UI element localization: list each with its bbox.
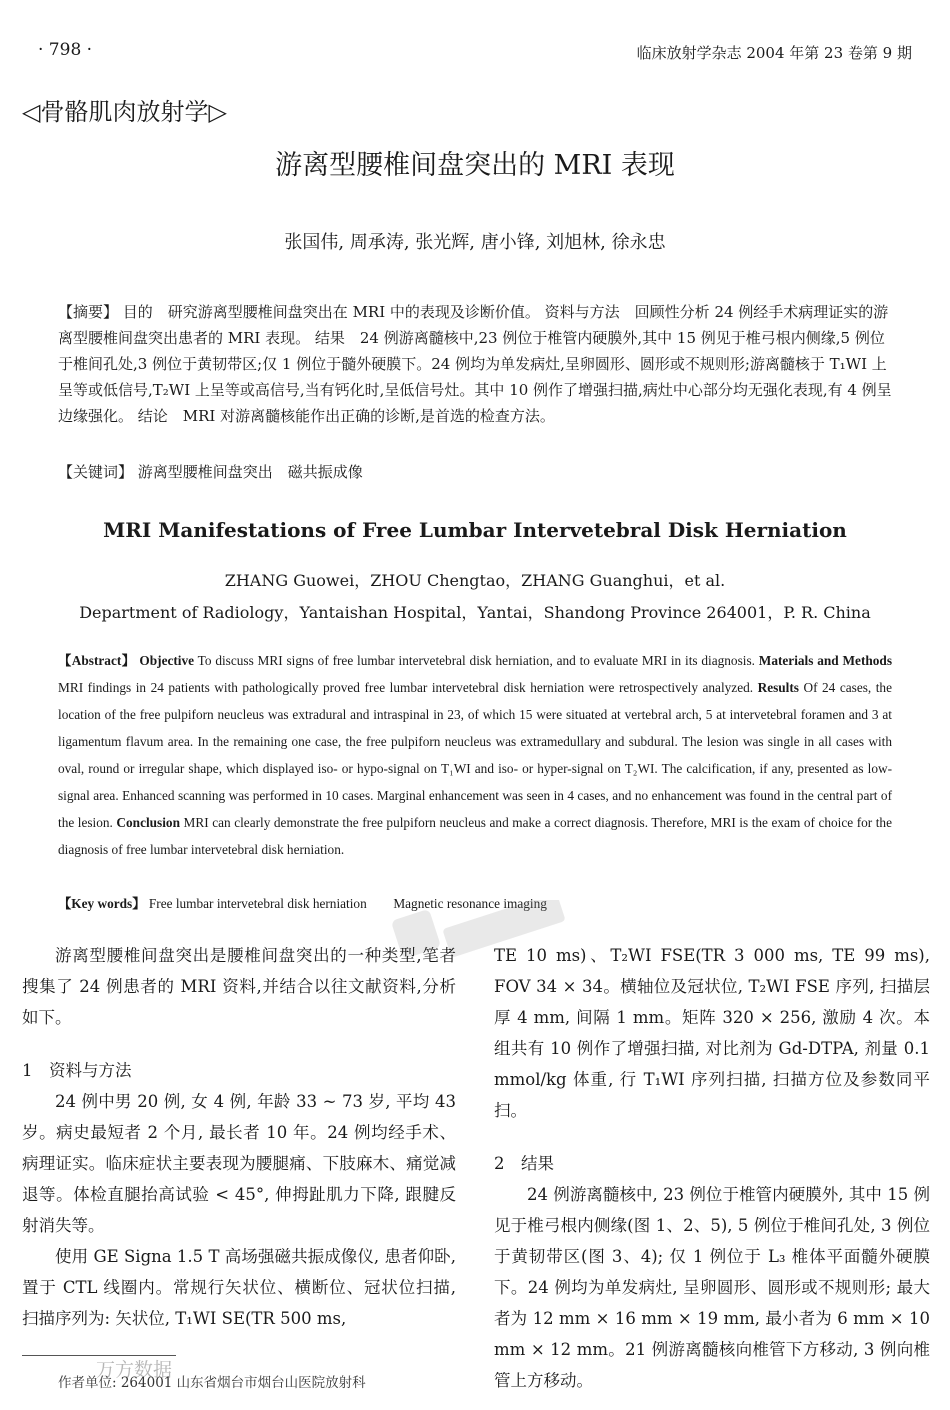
intro-paragraph: 游离型腰椎间盘突出是腰椎间盘突出的一种类型,笔者搜集了 24 例患者的 MRI 资料,并结合以往文献资料,分析如下。 — [22, 946, 456, 1027]
section-label: ◁骨骼肌肉放射学▷ — [22, 98, 227, 126]
methods-paragraph-continued: TE 10 ms)、T₂WI FSE(TR 3 000 ms, TE 99 ms), FOV 34 × 34。横轴位及冠状位, T₂WI FSE 序列, 扫描层厚 4 mm, 间隔 1 mm。矩阵 320 × 256, 激励 4 次。本组共有 10 例作了增强扫描, 对比剂为 Gd-DTPA, 剂量 0.1 mmol/kg 体重, 行 T₁WI 序列扫描, 扫描方位及参数同平扫。 — [494, 946, 930, 1120]
body-column-right — [494, 940, 930, 1396]
watermark-text: 万方数据 — [96, 1359, 173, 1381]
body-column-left — [22, 940, 456, 1334]
abstract-cn — [58, 299, 893, 429]
conclusion-label: Conclusion — [116, 815, 180, 830]
affiliation-en: Department of Radiology，Yantaishan Hospital，Yantai，Shandong Province 264001，P. R. China — [79, 603, 871, 622]
keywords-cn-body: 游离型腰椎间盘突出 磁共振成像 — [137, 463, 363, 481]
methods-label: Materials and Methods — [758, 653, 893, 668]
results-text: Of 24 cases, the location of the free pulpiforn neucleus was extradural and intraspinal in 23, of which 15 were situated at vertebral arch, 5 at intervetebral foramen and 3 at ligamentum flavum area. In the remaining one case, the free pulpiforn neucleus was extramedullary and subdural. The lesion was single in all cases with oval, round or irregular shape, which displayed iso- or hypo-signal on T₁WI and iso- or hyper-signal on T₂WI. The calcification, if any, presented as low-signal area. Enhanced scanning was performed in 10 cases. Marginal enhancement was seen in 4 cases, and no enhancement was found in the central part of the lesion. — [58, 680, 892, 830]
objective-label: Objective — [139, 653, 195, 668]
keywords-en-body: Free lumbar intervetebral disk herniation Magnetic resonance imaging — [148, 896, 547, 911]
keywords-cn-label: 【关键词】 — [58, 463, 134, 481]
paper-title-en: MRI Manifestations of Free Lumbar Intervetebral Disk Herniation — [103, 518, 847, 542]
abstract-cn-label: 【摘要】 — [58, 303, 119, 321]
author-affiliation-footnote: 作者单位: 264001 山东省烟台市烟台山医院放射科 — [58, 1375, 366, 1391]
conclusion-text: MRI can clearly demonstrate the free pulpiforn neucleus and make a correct diagnosis. Therefore, MRI is the exam of choice for the diagnosis of free lumbar intervetebral disk herniation. — [58, 815, 892, 857]
keywords-cn — [58, 459, 893, 485]
section-heading-methods: 1 资料与方法 — [22, 1061, 132, 1080]
results-paragraph: 24 例游离髓核中, 23 例位于椎管内硬膜外, 其中 15 例见于椎弓根内侧缘(图 1、2、5), 5 例位于椎间孔处, 3 例位于黄韧带区(图 3、4); 仅 1 例位于 L₃ 椎体平面髓外硬膜下。24 例均为单发病灶, 呈卵圆形、圆形或不规则形; 最大者为 12 mm × 16 mm × 19 mm, 最小者为 6 mm × 10 mm × 12 mm。21 例游离髓核向椎管下方移动, 3 例向椎管上方移动。 — [494, 1185, 930, 1390]
abstract-cn-body: 目的 研究游离型腰椎间盘突出在 MRI 中的表现及诊断价值。 资料与方法 回顾性分析 24 例经手术病理证实的游离型腰椎间盘突出患者的 MRI 表现。 结果 24 例游离髓核中,23 例位于椎管内硬膜外,其中 15 例见于椎弓根内侧缘,5 例位于椎间孔处,3 例位于黄韧带区;仅 1 例位于髓外硬膜下。24 例均为单发病灶,呈卵圆形、圆形或不规则形;游离髓核于 T₁WI 上呈等或低信号,T₂WI 上呈等或高信号,当有钙化时,呈低信号灶。其中 10 例作了增强扫描,病灶中心部分均无强化表现,有 4 例呈边缘强化。 结论 MRI 对游离髓核能作出正确的诊断,是首选的检查方法。 — [58, 303, 892, 425]
abstract-en — [58, 647, 892, 863]
objective-text: To discuss MRI signs of free lumbar intervetebral disk herniation, and to evaluate MRI in its diagnosis. — [197, 653, 755, 668]
authors-cn: 张国伟, 周承涛, 张光辉, 唐小锋, 刘旭林, 徐永忠 — [284, 232, 666, 253]
authors-en: ZHANG Guowei，ZHOU Chengtao，ZHANG Guanghui，et al. — [224, 571, 726, 590]
methods-paragraph-2: 使用 GE Signa 1.5 T 高场强磁共振成像仪, 患者仰卧, 置于 CTL 线圈内。常规行矢状位、横断位、冠状位扫描, 扫描序列为: 矢状位, T₁WI SE(TR 500 ms, — [22, 1247, 456, 1328]
journal-citation: 临床放射学杂志 2004 年第 23 卷第 9 期 — [636, 44, 912, 62]
section-heading-results: 2 结果 — [494, 1154, 554, 1173]
methods-text: MRI findings in 24 patients with pathologically proved free lumbar intervetebral disk herniation were retrospectively analyzed. — [58, 680, 754, 695]
keywords-en-label: 【Key words】 — [58, 896, 146, 911]
abstract-en-label: 【Abstract】 — [58, 653, 136, 668]
page-number: · 798 · — [38, 40, 93, 60]
paper-title-cn: 游离型腰椎间盘突出的 MRI 表现 — [275, 150, 675, 181]
results-label: Results — [757, 680, 799, 695]
methods-paragraph-1: 24 例中男 20 例, 女 4 例, 年龄 33 ~ 73 岁, 平均 43 岁。病史最短者 2 个月, 最长者 10 年。24 例均经手术、病理证实。临床症状主要表现为腰腿痛、下肢麻木、痛觉减退等。体检直腿抬高试验 < 45°, 伸拇趾肌力下降, 跟腱反射消失等。 — [22, 1092, 456, 1235]
